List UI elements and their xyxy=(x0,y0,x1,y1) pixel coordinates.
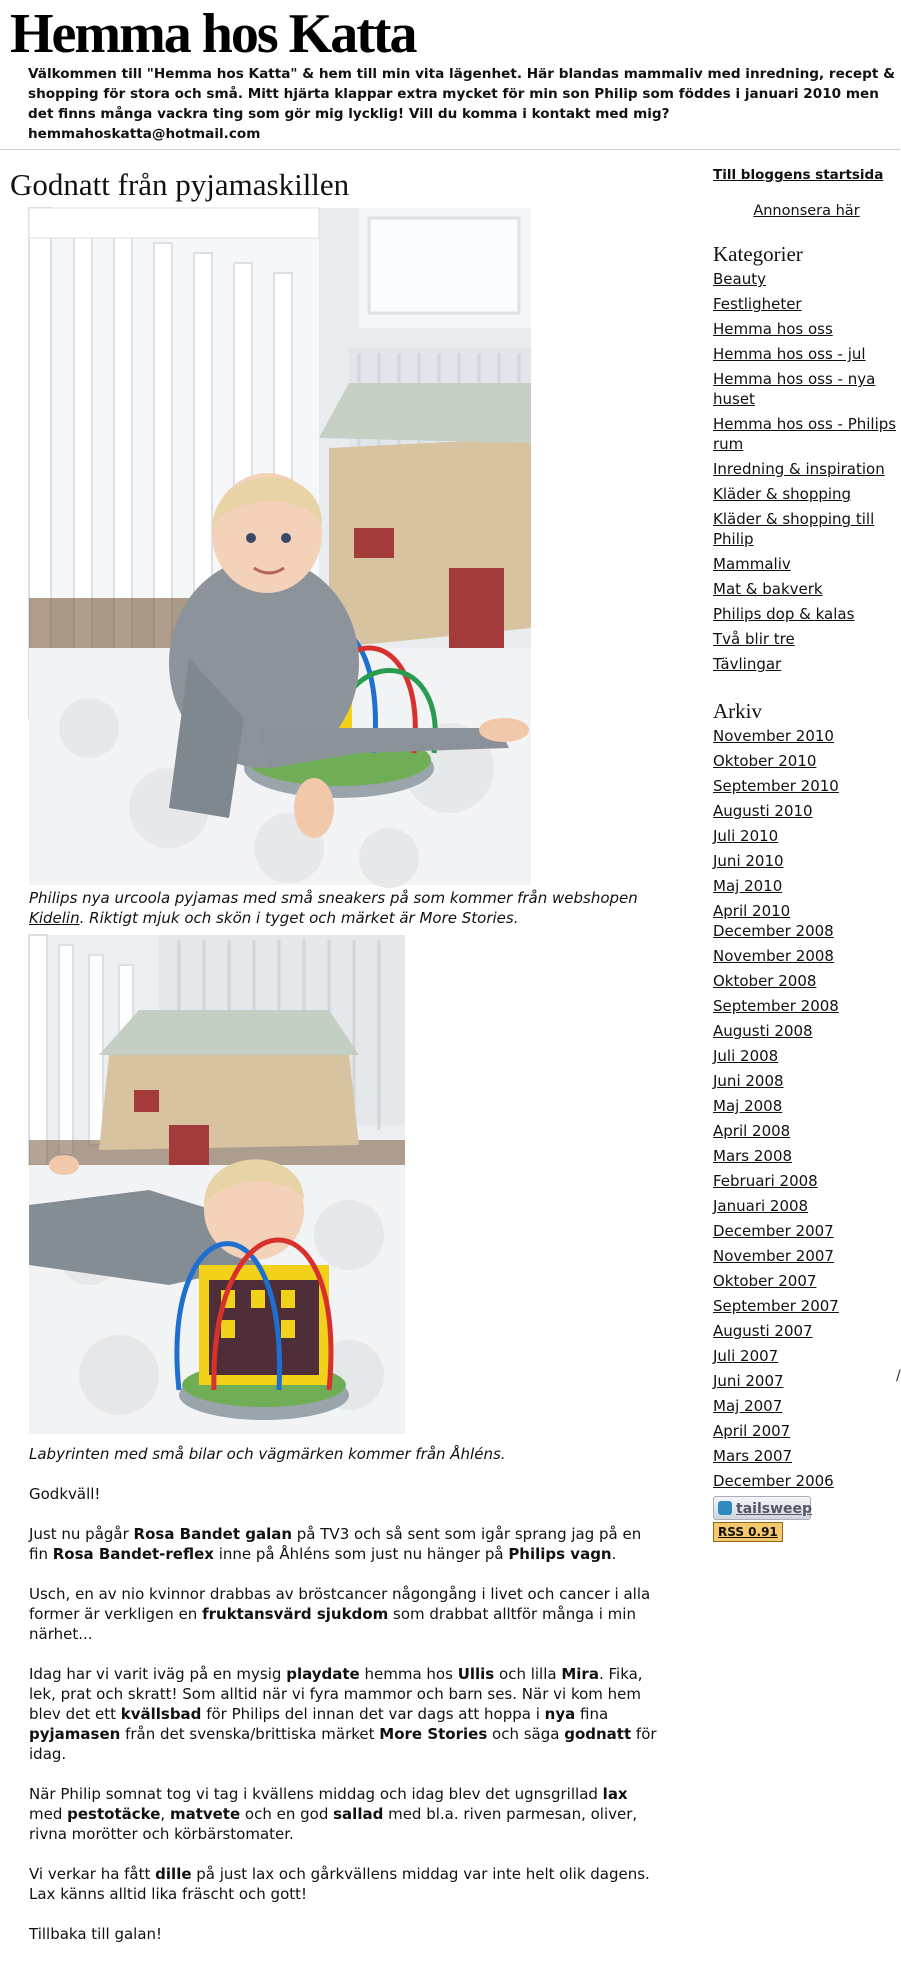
archive-link-augusti-2010[interactable]: Augusti 2010 xyxy=(713,802,813,820)
archive-item xyxy=(713,1071,900,1091)
category-item xyxy=(713,369,900,409)
post-greeting: Godkväll! xyxy=(29,1485,101,1503)
category-item xyxy=(713,604,900,624)
archive-item xyxy=(713,1096,900,1116)
category-link-beauty[interactable]: Beauty xyxy=(713,270,766,288)
category-item xyxy=(713,319,900,339)
archive-item xyxy=(713,1121,900,1141)
archive-link-april-2007[interactable]: April 2007 xyxy=(713,1422,791,1440)
archive-item xyxy=(713,826,900,846)
archive-link-mars-2008[interactable]: Mars 2008 xyxy=(713,1147,793,1165)
categories-list xyxy=(713,269,900,674)
archive-item xyxy=(713,1146,900,1166)
edge-mark: / xyxy=(896,1368,901,1384)
archive-link-oktober-2007[interactable]: Oktober 2007 xyxy=(713,1272,817,1290)
archive-link-december-2007[interactable]: December 2007 xyxy=(713,1222,834,1240)
badges xyxy=(713,1496,900,1542)
category-item xyxy=(713,579,900,599)
tailsweep-badge[interactable]: tailsweep xyxy=(713,1496,811,1520)
archive-item xyxy=(713,921,900,941)
archive-item xyxy=(713,876,900,896)
post-paragraph: Usch, en av nio kvinnor drabbas av bröstcancer någongång i livet och cancer i alla former är verkligen en fruktansvärd sjukdom som drabbat alltför många i min närhet... xyxy=(29,1585,651,1643)
blog-home-link[interactable]: Till bloggens startsida xyxy=(713,167,884,183)
site-title[interactable]: Hemma hos Katta xyxy=(10,3,416,65)
archive-link-augusti-2007[interactable]: Augusti 2007 xyxy=(713,1322,813,1340)
archive-item xyxy=(713,1396,900,1416)
category-link-mammaliv[interactable]: Mammaliv xyxy=(713,555,791,573)
tailsweep-logo-icon xyxy=(718,1501,732,1515)
archive-item xyxy=(713,1321,900,1341)
post-paragraph: När Philip somnat tog vi tag i kvällens middag och idag blev det ugnsgrillad lax med pestotäcke, matvete och en god sallad med bl.a. riven parmesan, oliver, rivna morötter och körbärstomater. xyxy=(29,1785,638,1843)
category-link-två-blir-tre[interactable]: Två blir tre xyxy=(713,630,795,648)
archive-item xyxy=(713,751,900,771)
archive-link-maj-2010[interactable]: Maj 2010 xyxy=(713,877,783,895)
category-link-hemma-hos-oss-jul[interactable]: Hemma hos oss - jul xyxy=(713,345,866,363)
archive-link-augusti-2008[interactable]: Augusti 2008 xyxy=(713,1022,813,1040)
category-item xyxy=(713,414,900,454)
post-closing: Tillbaka till galan! xyxy=(29,1925,163,1943)
archive-item xyxy=(713,1371,900,1391)
archive-heading: Arkiv xyxy=(713,699,762,723)
kidelin-link[interactable]: Kidelin xyxy=(29,909,80,927)
categories-heading: Kategorier xyxy=(713,242,803,266)
archive-item xyxy=(713,996,900,1016)
archive-list xyxy=(713,726,900,1491)
archive-link-september-2008[interactable]: September 2008 xyxy=(713,997,839,1015)
post-paragraph: Just nu pågår Rosa Bandet galan på TV3 och så sent som igår sprang jag på en fin Rosa Bandet-reflex inne på Åhléns som just nu hänger på Philips vagn. xyxy=(29,1525,642,1563)
archive-item xyxy=(713,946,900,966)
category-link-hemma-hos-oss-nya-huset[interactable]: Hemma hos oss - nya huset xyxy=(713,370,876,408)
header-divider xyxy=(0,149,900,150)
category-item xyxy=(713,294,900,314)
category-link-hemma-hos-oss[interactable]: Hemma hos oss xyxy=(713,320,833,338)
category-item xyxy=(713,344,900,364)
archive-link-juli-2008[interactable]: Juli 2008 xyxy=(713,1047,779,1065)
archive-link-april-2008[interactable]: April 2008 xyxy=(713,1122,791,1140)
category-link-philips-dop-kalas[interactable]: Philips dop & kalas xyxy=(713,605,855,623)
category-link-kläder-shopping-till-philip[interactable]: Kläder & shopping till Philip xyxy=(713,510,875,548)
category-link-mat-bakverk[interactable]: Mat & bakverk xyxy=(713,580,823,598)
archive-item xyxy=(713,1346,900,1366)
category-item xyxy=(713,629,900,649)
archive-link-juni-2010[interactable]: Juni 2010 xyxy=(713,852,784,870)
archive-item xyxy=(713,1021,900,1041)
archive-item xyxy=(713,1246,900,1266)
category-item xyxy=(713,654,900,674)
archive-item xyxy=(713,726,900,746)
archive-link-juli-2007[interactable]: Juli 2007 xyxy=(713,1347,779,1365)
archive-link-januari-2008[interactable]: Januari 2008 xyxy=(713,1197,809,1215)
archive-link-oktober-2010[interactable]: Oktober 2010 xyxy=(713,752,817,770)
archive-link-maj-2007[interactable]: Maj 2007 xyxy=(713,1397,783,1415)
site-intro: Välkommen till "Hemma hos Katta" & hem till min vita lägenhet. Här blandas mammaliv med inredning, recept & shopping för stora och små. Mitt hjärta klappar extra mycket för min son Philip som föddes i januari 2010 men det finns många vackra ting som gör mig lycklig! Vill du komma i kontakt med mig? hemmahoskatta@hotmail.com xyxy=(28,66,895,142)
photo-caption-2: Labyrinten med små bilar och vägmärken kommer från Åhléns. xyxy=(29,1445,506,1463)
archive-link-oktober-2008[interactable]: Oktober 2008 xyxy=(713,972,817,990)
archive-link-juni-2008[interactable]: Juni 2008 xyxy=(713,1072,784,1090)
archive-link-mars-2007[interactable]: Mars 2007 xyxy=(713,1447,793,1465)
category-item xyxy=(713,459,900,479)
archive-item xyxy=(713,971,900,991)
photo-caption-1: Philips nya urcoola pyjamas med små sneakers på som kommer från webshopen Kidelin. Riktigt mjuk och skön i tyget och märket är More Stories. xyxy=(29,889,638,927)
archive-item xyxy=(713,1221,900,1241)
category-item xyxy=(713,554,900,574)
post-title[interactable]: Godnatt från pyjamaskillen xyxy=(10,167,350,202)
archive-link-april-2010[interactable]: April 2010 xyxy=(713,902,791,920)
category-link-festligheter[interactable]: Festligheter xyxy=(713,295,802,313)
archive-item xyxy=(713,901,900,921)
archive-item xyxy=(713,1271,900,1291)
category-link-hemma-hos-oss-philips-rum[interactable]: Hemma hos oss - Philips rum xyxy=(713,415,897,453)
category-item xyxy=(713,269,900,289)
archive-link-december-2006[interactable]: December 2006 xyxy=(713,1472,834,1490)
post-photo-toddler-playing xyxy=(29,935,405,1434)
category-item xyxy=(713,484,900,504)
post-photo-toddler-sitting xyxy=(29,208,531,885)
post-paragraph: Vi verkar ha fått dille på just lax och gårkvällens middag var inte helt olik dagens. Lax känns alltid lika fräscht och gott! xyxy=(29,1865,650,1903)
archive-item xyxy=(713,1196,900,1216)
rss-badge[interactable]: RSS 0.91 xyxy=(713,1522,783,1542)
archive-link-september-2010[interactable]: September 2010 xyxy=(713,777,839,795)
post-paragraph: Idag har vi varit iväg på en mysig playdate hemma hos Ullis och lilla Mira. Fika, lek, prat och skratt! Som alltid när vi fyra mammor och barn ses. När vi kom hem blev det ett kvällsbad för Philips del innan det var dags att hoppa i nya fina pyjamasen från det svenska/brittiska märket More Stories och säga godnatt för idag. xyxy=(29,1665,657,1763)
advertise-link[interactable]: Annonsera här xyxy=(753,203,860,219)
archive-link-november-2010[interactable]: November 2010 xyxy=(713,727,834,745)
archive-item xyxy=(713,801,900,821)
archive-item xyxy=(713,1421,900,1441)
archive-link-september-2007[interactable]: September 2007 xyxy=(713,1297,839,1315)
archive-item xyxy=(713,1471,900,1491)
archive-item xyxy=(713,1446,900,1466)
category-link-kläder-shopping[interactable]: Kläder & shopping xyxy=(713,485,852,503)
category-item xyxy=(713,509,900,549)
archive-link-februari-2008[interactable]: Februari 2008 xyxy=(713,1172,818,1190)
archive-item xyxy=(713,851,900,871)
sidebar xyxy=(713,165,900,1542)
archive-item xyxy=(713,1296,900,1316)
post-body xyxy=(29,1484,664,1964)
archive-link-november-2007[interactable]: November 2007 xyxy=(713,1247,834,1265)
archive-link-juli-2010[interactable]: Juli 2010 xyxy=(713,827,779,845)
category-link-tävlingar[interactable]: Tävlingar xyxy=(713,655,782,673)
archive-link-december-2008[interactable]: December 2008 xyxy=(713,922,834,940)
archive-link-juni-2007[interactable]: Juni 2007 xyxy=(713,1372,784,1390)
archive-link-maj-2008[interactable]: Maj 2008 xyxy=(713,1097,783,1115)
archive-item xyxy=(713,1171,900,1191)
archive-item xyxy=(713,776,900,796)
archive-link-november-2008[interactable]: November 2008 xyxy=(713,947,834,965)
archive-item xyxy=(713,1046,900,1066)
category-link-inredning-inspiration[interactable]: Inredning & inspiration xyxy=(713,460,885,478)
